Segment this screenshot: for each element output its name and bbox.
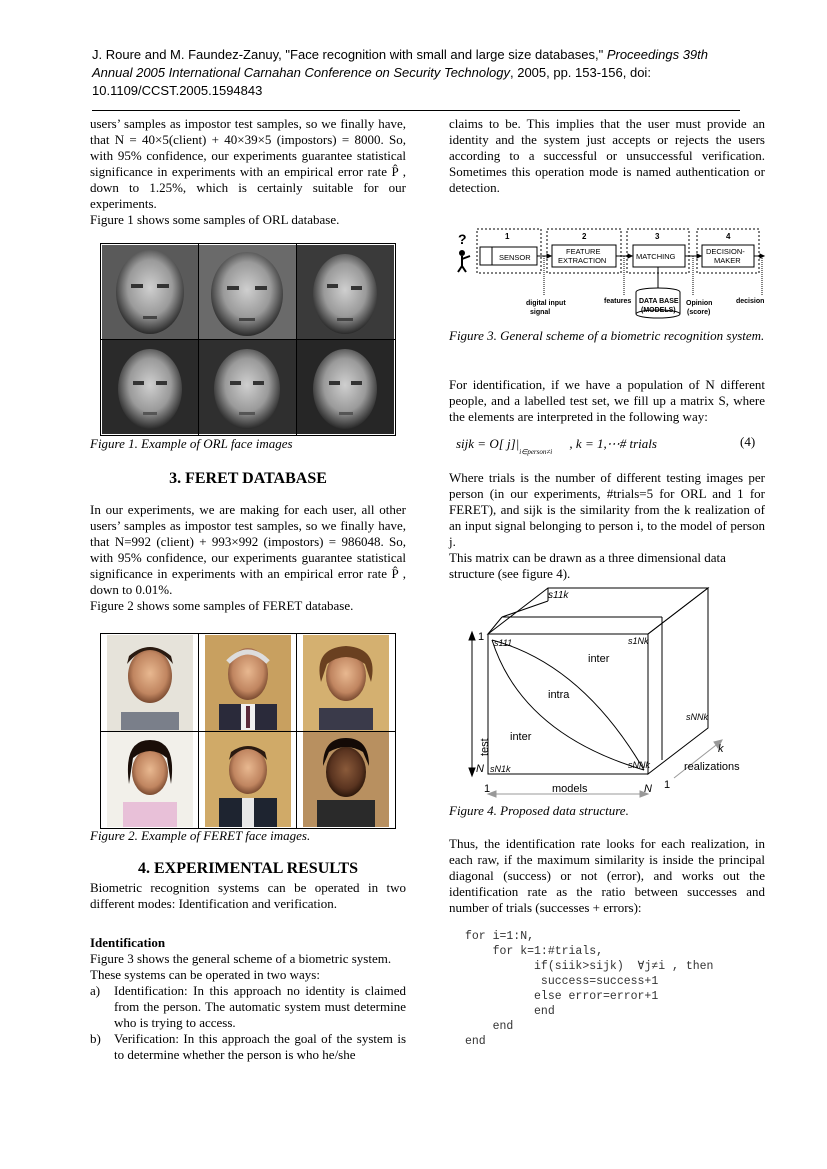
feret-face-3: [303, 635, 389, 731]
list-marker-b: b): [90, 1031, 101, 1046]
block-number-1: 1: [505, 232, 510, 241]
decision-label: decision: [736, 298, 765, 305]
left-column-feret: [90, 502, 406, 614]
block-number-2: 2: [582, 232, 587, 241]
digital-input-label-1: digital input: [526, 300, 566, 307]
feret-face-1: [107, 635, 193, 731]
label-test: test: [479, 738, 491, 756]
orl-face-4: [102, 340, 198, 434]
sensor-block-label: SENSOR: [499, 253, 531, 262]
database-label-1: DATA BASE: [639, 298, 679, 305]
list-marker-a: a): [90, 983, 101, 998]
label-s111: s111: [494, 638, 513, 648]
left-column-results: [90, 880, 406, 1063]
right-column-trials: [449, 470, 765, 582]
header-rule: [92, 110, 740, 111]
figure-1-caption: Figure 1. Example of ORL face images: [90, 436, 293, 451]
code-line-2: for k=1:#trials,: [465, 945, 604, 958]
matching-block-label: MATCHING: [636, 252, 676, 261]
right-paragraph-2: For identification, if we have a population of N different people, and a labelled test set, we fill up a matrix S, where the elements are interpreted in the following way:: [449, 377, 765, 424]
right-paragraph-5: Thus, the identification rate looks for each realization, in each raw, if the maximum similarity is inside the principal diagonal (success) or not (error), and works out the identification rate as the ratio between successes and number of trials (successes + errors):: [449, 836, 765, 915]
code-line-3: if(siik>sijk) ∀j≠i , then: [465, 960, 714, 973]
label-k: k: [718, 743, 724, 755]
orl-face-3: [297, 245, 394, 339]
orl-face-2: [199, 245, 296, 339]
citation-header: [92, 46, 752, 100]
code-line-7: end: [465, 1020, 514, 1033]
label-one-top: 1: [478, 631, 485, 643]
label-s1nk: s1Nk: [628, 636, 649, 646]
left-paragraph-3: In our experiments, we are making for each user, all other users’ samples as impostor test samples, so we finally have, that N=992 (client) + 993×992 (impostors) = 986048. So, with 95% confidence, our experiments guarantee statistical significance in experiments with an empirical error rate P̂ , down to 0.01%.: [90, 502, 406, 597]
code-line-8: end: [465, 1035, 486, 1048]
feret-face-grid: [101, 634, 395, 828]
label-sn1k: sN1k: [490, 764, 511, 774]
citation-line2-italic: Annual 2005 International Carnahan Conference on Security Technology: [92, 65, 510, 80]
right-paragraph-3: Where trials is the number of different testing images per person (in our experiments, #trials=5 for ORL and 1 for FERET), and sijk is the similarity from the k realization of an input signal belonging to person i, to the model of person j.: [449, 470, 765, 549]
label-snnk-side: sNNk: [686, 712, 708, 722]
left-paragraph-2: Figure 1 shows some samples of ORL database.: [90, 212, 340, 227]
right-column-top: [449, 116, 765, 196]
orl-face-5: [199, 340, 296, 434]
orl-face-6: [297, 340, 394, 434]
person-icon: [458, 250, 470, 272]
orl-face-grid: [101, 244, 395, 435]
code-line-6: end: [465, 1005, 555, 1018]
right-paragraph-1: claims to be. This implies that the user must provide an identity and the system just accepts or rejects the users according to a successful or unsuccessful verification. Sometimes this operation mode is named authentication or detection.: [449, 116, 765, 195]
equation-subscript: i∈person≠i: [519, 448, 553, 456]
block-number-4: 4: [726, 232, 731, 241]
figure-3-caption: Figure 3. General scheme of a biometric recognition system.: [449, 328, 765, 343]
left-column: [90, 116, 406, 228]
decision-block-label-1: DECISION-: [706, 247, 745, 256]
database-label-2: (MODELS): [641, 307, 676, 314]
feret-face-6: [303, 732, 389, 827]
label-intra: intra: [548, 689, 570, 701]
section-3-heading: 3. FERET DATABASE: [169, 470, 327, 487]
code-line-4: success=success+1: [465, 975, 659, 988]
code-line-5: else error=error+1: [465, 990, 659, 1003]
features-label: features: [604, 298, 632, 305]
identification-heading: Identification: [90, 935, 166, 950]
feature-block-label-1: FEATURE: [566, 247, 601, 256]
equation-4: [456, 436, 756, 460]
right-column-rate: [449, 836, 765, 916]
right-column-identification: [449, 377, 765, 425]
opinion-label-1: Opinion: [686, 300, 713, 307]
label-realizations: realizations: [684, 761, 740, 773]
opinion-label-2: (score): [687, 309, 711, 316]
figure-2-feret-faces: [100, 633, 396, 829]
orl-face-1: [102, 245, 198, 339]
feature-block-label-2: EXTRACTION: [558, 256, 607, 265]
list-item-b: [90, 1031, 406, 1063]
left-paragraph-1: users’ samples as impostor test samples, so we finally have, that N = 40×5(client) + 40×39×5 (impostors) = 8000. So, with 95% confidence, our experiments guarantee statistical significance in experiments with an empirical error rate P̂ , down to 1.25%, which is certainly suitable for our experiments.: [90, 116, 406, 211]
figure-2-caption: Figure 2. Example of FERET face images.: [90, 828, 311, 843]
figure-4-caption: Figure 4. Proposed data structure.: [449, 803, 629, 818]
label-inter-bottom: inter: [510, 731, 532, 743]
feret-face-4: [107, 732, 193, 827]
list-item-a: [90, 983, 406, 1031]
citation-doi: 10.1109/CCST.2005.1594843: [92, 83, 263, 98]
identification-pseudocode: [465, 914, 713, 1064]
citation-line1-italic: Proceedings 39th: [606, 47, 708, 62]
equation-number: (4): [740, 434, 756, 449]
label-models: models: [552, 783, 588, 795]
list-text-a: Identification: In this approach no identity is claimed from the person. The automatic system must determine who is trying to access.: [114, 983, 406, 1030]
left-paragraph-4: Figure 2 shows some samples of FERET database.: [90, 598, 354, 613]
figure-3-biometric-scheme: [448, 226, 768, 320]
equation-rhs: , k = 1,⋯# trials: [569, 436, 657, 451]
cube-outline: [488, 588, 708, 774]
block-number-3: 3: [655, 232, 660, 241]
label-inter-top: inter: [588, 653, 610, 665]
label-n-bottom: N: [644, 783, 652, 795]
feret-face-5: [205, 732, 291, 827]
digital-input-label-2: signal: [530, 309, 551, 316]
user-question-mark: ?: [458, 231, 467, 247]
feret-face-2: [205, 635, 291, 731]
right-paragraph-4: This matrix can be drawn as a three dimensional data structure (see figure 4).: [449, 550, 726, 581]
figure-1-orl-faces: [100, 243, 396, 436]
citation-line1: J. Roure and M. Faundez-Zanuy, "Face recognition with small and large size databases,": [92, 47, 607, 62]
left-paragraph-6: Figure 3 shows the general scheme of a biometric system. These systems can be operated in two ways:: [90, 951, 392, 982]
decision-block-label-2: MAKER: [714, 256, 741, 265]
citation-line2: , 2005, pp. 153-156, doi:: [509, 65, 651, 80]
label-one-bottom: 1: [484, 783, 491, 795]
code-line-1: for i=1:N,: [465, 930, 535, 943]
figure-4-data-structure: [462, 584, 762, 800]
equation-lhs: sijk = O[ j]|: [456, 436, 520, 451]
label-one-right: 1: [664, 779, 671, 791]
label-s11k: s11k: [548, 590, 569, 601]
left-paragraph-5: Biometric recognition systems can be operated in two different modes: Identification and verification.: [90, 880, 406, 911]
section-4-heading: 4. EXPERIMENTAL RESULTS: [137, 860, 359, 877]
list-text-b: Verification: In this approach the goal of the system is to determine whether the person is who he/she: [114, 1031, 406, 1062]
label-snnk: sNNk: [628, 760, 650, 770]
label-n-left: N: [476, 763, 484, 775]
